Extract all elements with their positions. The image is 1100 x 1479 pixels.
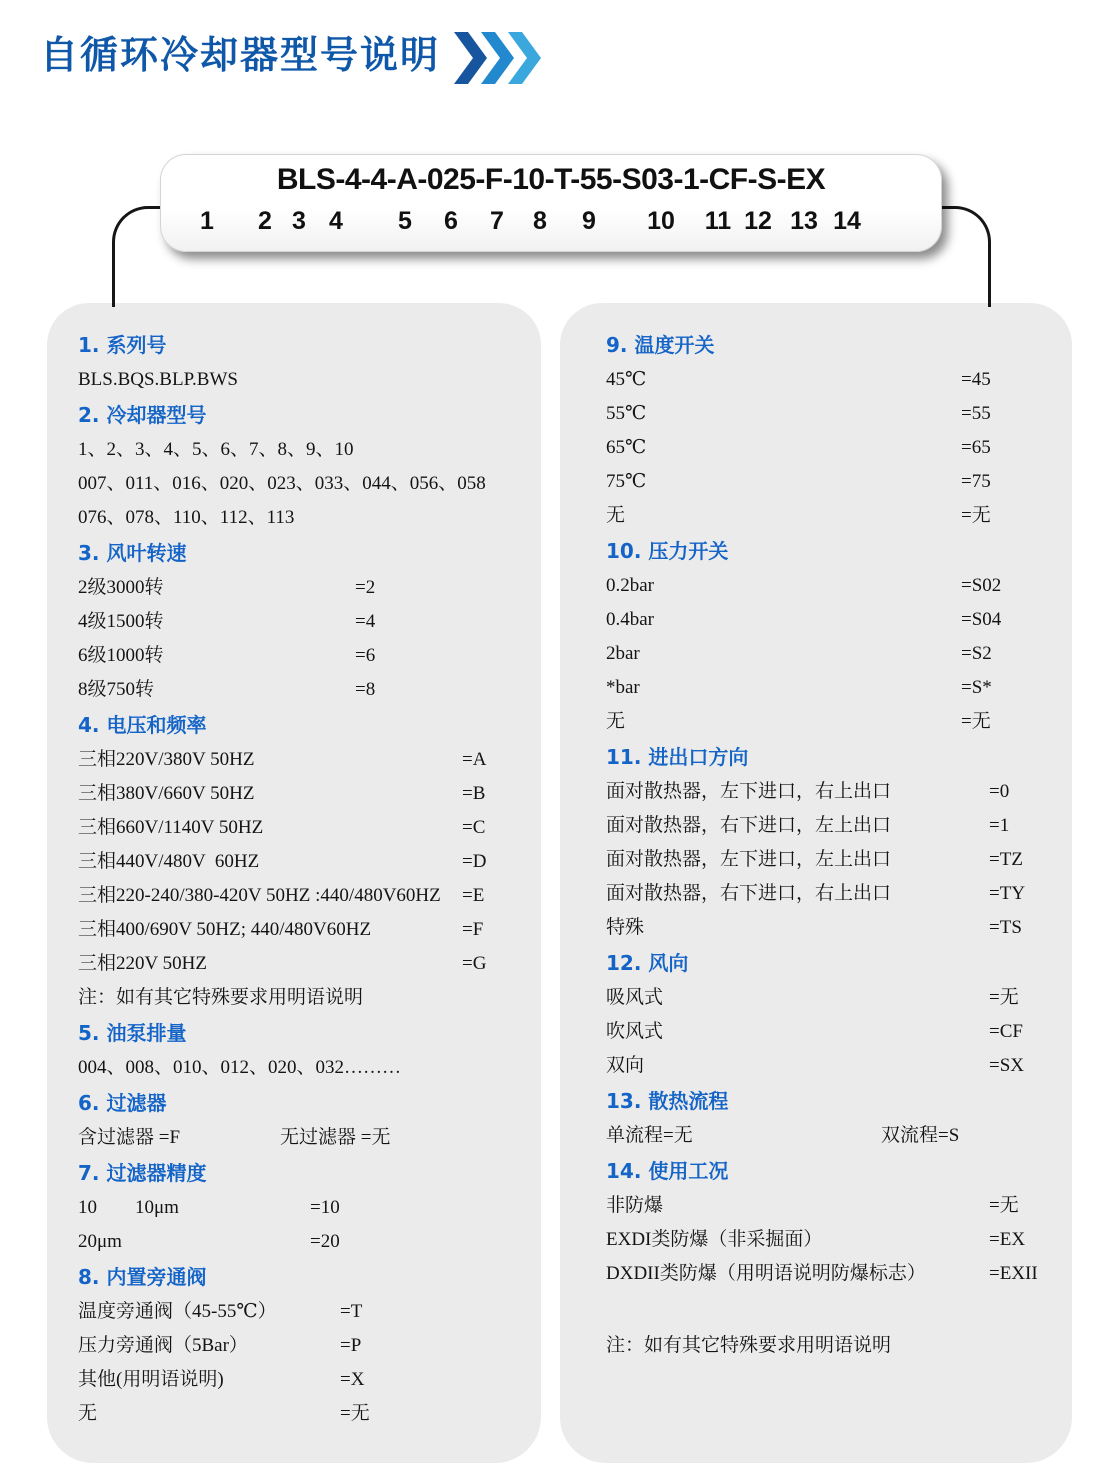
page-title: 自循环冷却器型号说明 <box>40 33 441 78</box>
spec-label: 三相220V/380V 50HZ <box>78 749 255 770</box>
spec-label: 0.4bar <box>606 609 655 630</box>
section <box>78 327 527 397</box>
spec-row <box>78 743 527 777</box>
section-title: 3. 风叶转速 <box>78 541 187 565</box>
spec-code: =2 <box>355 577 376 598</box>
spec-row <box>78 981 527 1015</box>
spec-row <box>606 499 1058 533</box>
left-connector-line <box>112 206 165 307</box>
spec-row <box>606 1257 1058 1291</box>
spec-row <box>78 845 527 879</box>
spec-label: 三相400/690V 50HZ; 440/480V60HZ <box>78 919 372 940</box>
section <box>606 945 1058 1083</box>
spec-code: =S2 <box>961 643 992 664</box>
spec-label: 其他(用明语说明) <box>78 1369 224 1390</box>
section <box>606 739 1058 945</box>
position-number: 1 <box>200 207 214 235</box>
position-number: 11 <box>704 207 732 235</box>
spec-label: 含过滤器 =F <box>78 1127 181 1148</box>
position-number: 6 <box>444 207 458 235</box>
spec-code: =无 <box>961 711 991 732</box>
section-title: 10. 压力开关 <box>606 539 729 563</box>
spec-label: BLS.BQS.BLP.BWS <box>78 369 238 390</box>
spec-row <box>606 363 1058 397</box>
section-title: 1. 系列号 <box>78 333 167 357</box>
spec-label: 三相220V 50HZ <box>78 953 207 974</box>
position-number: 7 <box>490 207 504 235</box>
spec-label: 吸风式 <box>606 987 664 1008</box>
position-number: 14 <box>833 207 861 235</box>
spec-label-secondary: 无过滤器 =无 <box>280 1127 391 1148</box>
spec-label: 0.2bar <box>606 575 655 596</box>
spec-code: =20 <box>310 1231 340 1252</box>
spec-label: 无 <box>78 1403 98 1424</box>
spec-row <box>78 501 527 535</box>
spec-label: *bar <box>606 677 640 698</box>
spec-row <box>78 673 527 707</box>
spec-label: 10 10μm <box>78 1197 179 1218</box>
section-title: 11. 进出口方向 <box>606 745 749 769</box>
spec-row <box>606 1223 1058 1257</box>
spec-row <box>606 465 1058 499</box>
spec-row <box>606 1119 1058 1153</box>
spec-row <box>606 637 1058 671</box>
spec-row <box>606 809 1058 843</box>
spec-label: 三相380V/660V 50HZ <box>78 783 255 804</box>
spec-label: 三相440V/480V 60HZ <box>78 851 260 872</box>
spec-row <box>606 775 1058 809</box>
section <box>78 1259 527 1431</box>
section <box>606 327 1058 533</box>
spec-label: 65℃ <box>606 437 647 458</box>
spec-row <box>78 777 527 811</box>
spec-code: =45 <box>961 369 991 390</box>
spec-code: =无 <box>340 1403 370 1424</box>
section-title: 4. 电压和频率 <box>78 713 207 737</box>
spec-code: =F <box>462 919 484 940</box>
spec-code: =10 <box>310 1197 340 1218</box>
spec-row <box>78 1295 527 1329</box>
spec-row <box>606 397 1058 431</box>
spec-row <box>606 431 1058 465</box>
spec-label: 非防爆 <box>606 1195 664 1216</box>
section <box>78 707 527 1015</box>
spec-row <box>78 1363 527 1397</box>
section <box>606 1153 1058 1291</box>
spec-row <box>606 911 1058 945</box>
spec-code: =无 <box>961 505 991 526</box>
page-header <box>40 26 546 86</box>
spec-label: 1、2、3、4、5、6、7、8、9、10 <box>78 439 354 460</box>
spec-row <box>78 605 527 639</box>
spec-label: 8级750转 <box>78 679 155 700</box>
spec-row <box>78 639 527 673</box>
section-title: 6. 过滤器 <box>78 1091 167 1115</box>
spec-row <box>78 1051 527 1085</box>
spec-label: 20μm <box>78 1231 122 1252</box>
spec-row <box>78 1397 527 1431</box>
spec-label: 007、011、016、020、023、033、044、056、058 <box>78 473 486 494</box>
spec-code: =G <box>462 953 487 974</box>
spec-label: 无 <box>606 505 626 526</box>
footnote: 注：如有其它特殊要求用明语说明 <box>606 1335 892 1356</box>
right-spec-panel <box>560 303 1072 1463</box>
model-number-box <box>160 154 942 252</box>
spec-row <box>78 433 527 467</box>
spec-row <box>78 913 527 947</box>
section-title: 12. 风向 <box>606 951 689 975</box>
spec-row <box>78 811 527 845</box>
spec-row <box>78 1329 527 1363</box>
spec-code: =C <box>462 817 486 838</box>
spec-code: =P <box>340 1335 362 1356</box>
spec-label: 面对散热器，左下进口，右上出口 <box>606 781 892 802</box>
position-number: 8 <box>533 207 547 235</box>
position-number: 2 <box>258 207 272 235</box>
left-spec-panel <box>47 303 541 1463</box>
spec-label: DXDII类防爆（用明语说明防爆标志） <box>606 1263 926 1284</box>
spec-label: 4级1500转 <box>78 611 164 632</box>
spec-label: 三相220-240/380-420V 50HZ :440/480V60HZ <box>78 885 441 906</box>
spec-row <box>78 363 527 397</box>
section <box>78 535 527 707</box>
section-title: 5. 油泵排量 <box>78 1021 187 1045</box>
position-numbers-row <box>161 207 941 243</box>
spec-label: 双向 <box>606 1055 645 1076</box>
model-number: BLS-4-4-A-025-F-10-T-55-S03-1-CF-S-EX <box>276 163 826 196</box>
spec-code: =X <box>340 1369 365 1390</box>
spec-code: =无 <box>989 1195 1019 1216</box>
spec-code: =无 <box>989 987 1019 1008</box>
triple-chevron-icon <box>454 30 546 86</box>
spec-code: =6 <box>355 645 376 666</box>
spec-label: 076、078、110、112、113 <box>78 507 295 528</box>
position-number: 4 <box>329 207 343 235</box>
spec-row <box>78 1121 527 1155</box>
spec-row <box>606 843 1058 877</box>
section <box>606 533 1058 739</box>
spec-row <box>606 1189 1058 1223</box>
spec-code: =8 <box>355 679 376 700</box>
spec-row <box>606 1015 1058 1049</box>
section-title: 8. 内置旁通阀 <box>78 1265 207 1289</box>
spec-label-secondary: 双流程=S <box>881 1125 960 1146</box>
spec-code: =S* <box>961 677 992 698</box>
section-title: 13. 散热流程 <box>606 1089 729 1113</box>
spec-label: 55℃ <box>606 403 647 424</box>
spec-row <box>606 1049 1058 1083</box>
position-number: 9 <box>582 207 596 235</box>
right-connector-line <box>938 206 991 307</box>
spec-code: =CF <box>989 1021 1023 1042</box>
spec-code: =D <box>462 851 487 872</box>
spec-code: =EX <box>989 1229 1026 1250</box>
spec-code: =0 <box>989 781 1010 802</box>
spec-label: 单流程=无 <box>606 1125 693 1146</box>
spec-code: =TZ <box>989 849 1023 870</box>
spec-code: =S04 <box>961 609 1002 630</box>
spec-label: 无 <box>606 711 626 732</box>
section <box>78 1085 527 1155</box>
section <box>78 1015 527 1085</box>
spec-label: 三相660V/1140V 50HZ <box>78 817 264 838</box>
spec-code: =4 <box>355 611 376 632</box>
spec-code: =75 <box>961 471 991 492</box>
spec-code: =S02 <box>961 575 1002 596</box>
spec-label: 2级3000转 <box>78 577 164 598</box>
section <box>606 1083 1058 1153</box>
spec-code: =A <box>462 749 487 770</box>
spec-code: =SX <box>989 1055 1025 1076</box>
spec-label: 面对散热器，左下进口，左上出口 <box>606 849 892 870</box>
spec-code: =B <box>462 783 486 804</box>
position-number: 3 <box>292 207 306 235</box>
spec-code: =55 <box>961 403 991 424</box>
spec-label: 吹风式 <box>606 1021 664 1042</box>
section-title: 9. 温度开关 <box>606 333 715 357</box>
spec-row <box>78 1225 527 1259</box>
spec-code: =T <box>340 1301 363 1322</box>
position-number: 10 <box>647 207 675 235</box>
spec-row <box>606 705 1058 739</box>
position-number: 12 <box>744 207 772 235</box>
section <box>78 397 527 535</box>
spec-code: =EXII <box>989 1263 1038 1284</box>
position-number: 13 <box>790 207 818 235</box>
spec-code: =TY <box>989 883 1026 904</box>
spec-label: 6级1000转 <box>78 645 164 666</box>
spec-row <box>78 879 527 913</box>
spec-row <box>606 981 1058 1015</box>
spec-label: 面对散热器，右下进口，左上出口 <box>606 815 892 836</box>
spec-row <box>78 571 527 605</box>
spec-label: 75℃ <box>606 471 647 492</box>
spec-code: =65 <box>961 437 991 458</box>
spec-label: 温度旁通阀（45-55℃） <box>78 1301 277 1322</box>
spec-code: =E <box>462 885 485 906</box>
spec-row <box>78 467 527 501</box>
spec-row <box>606 877 1058 911</box>
section-title: 7. 过滤器精度 <box>78 1161 207 1185</box>
spec-label: 2bar <box>606 643 640 664</box>
spec-label: 特殊 <box>606 917 645 938</box>
spec-label: 45℃ <box>606 369 647 390</box>
spec-row <box>606 671 1058 705</box>
spec-row <box>78 947 527 981</box>
spec-label: 注：如有其它特殊要求用明语说明 <box>78 987 364 1008</box>
spec-label: EXDI类防爆（非采掘面） <box>606 1229 823 1250</box>
spec-row <box>606 603 1058 637</box>
section-title: 2. 冷却器型号 <box>78 403 207 427</box>
section <box>78 1155 527 1259</box>
spec-row <box>606 569 1058 603</box>
spec-label: 面对散热器，右下进口，右上出口 <box>606 883 892 904</box>
spec-code: =TS <box>989 917 1022 938</box>
spec-label: 004、008、010、012、020、032……… <box>78 1057 402 1078</box>
section-title: 14. 使用工况 <box>606 1159 729 1183</box>
position-number: 5 <box>398 207 412 235</box>
spec-row <box>78 1191 527 1225</box>
spec-label: 压力旁通阀（5Bar） <box>78 1335 248 1356</box>
spec-code: =1 <box>989 815 1010 836</box>
